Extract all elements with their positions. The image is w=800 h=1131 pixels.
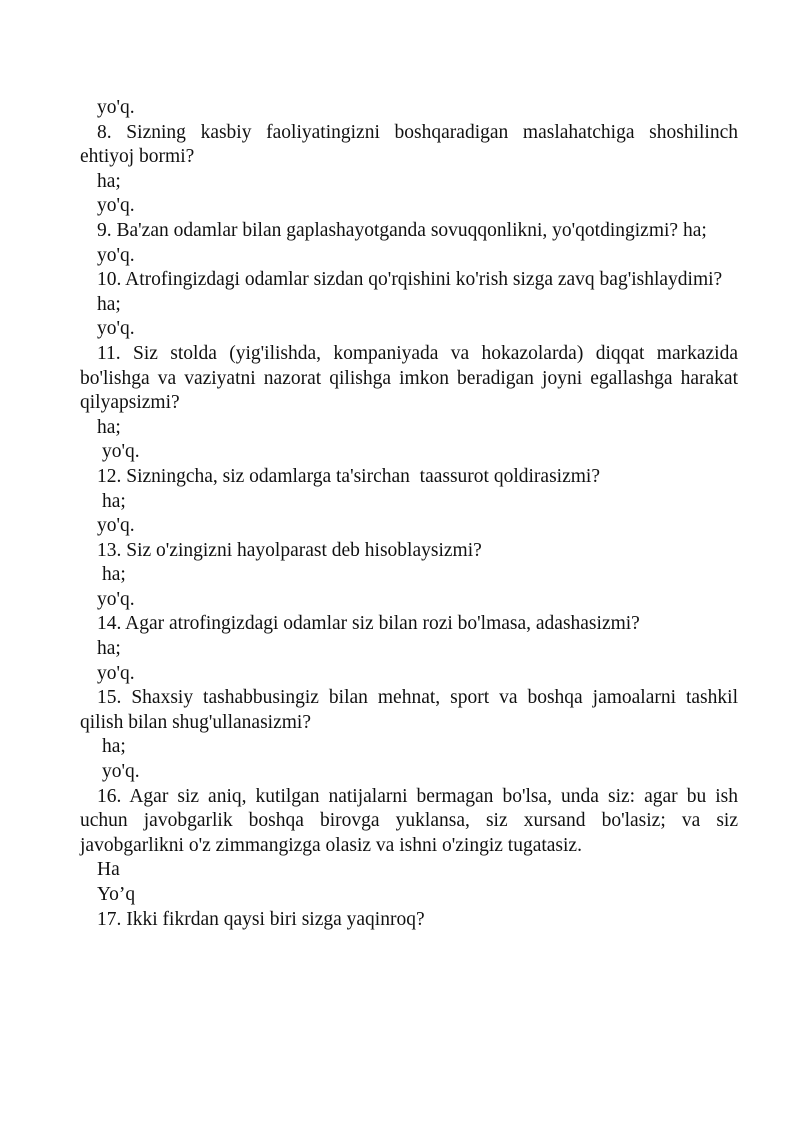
answer-option: yo'q. [97, 318, 135, 340]
answer-option: ha; [102, 736, 126, 758]
answer-option: ha; [97, 638, 121, 660]
question-line: 15. Shaxsiy tashabbusingiz bilan mehnat, sport va boshqa jamoalarni tashkil qilish bilan shug'ullanasizmi? [80, 687, 743, 733]
answer-option: yo'q. [97, 195, 135, 217]
answer-option: ha; [97, 416, 121, 438]
answer-option: ha; [97, 170, 121, 192]
answer-option: yo'q. [102, 441, 140, 463]
answer-option: yo'q. [102, 761, 140, 783]
question-line: 13. Siz o'zingizni hayolparast deb hisoblaysizmi? [97, 539, 482, 561]
question-line: 12. Sizningcha, siz odamlarga ta'sirchan taassurot qoldirasizmi? [97, 465, 600, 487]
question-line: 9. Ba'zan odamlar bilan gaplashayotganda sovuqqonlikni, yo'qotdingizmi? ha; [97, 219, 707, 241]
answer-option: ha; [102, 564, 126, 586]
answer-option: Ha [97, 859, 120, 881]
answer-option: ha; [102, 490, 126, 512]
answer-option: yo'q. [97, 662, 135, 684]
question-line: 8. Sizning kasbiy faoliyatingizni boshqaradigan maslahatchiga shoshilinch ehtiyoj bormi? [80, 121, 743, 168]
answer-option: yo'q. [97, 515, 135, 537]
question-line: 10. Atrofingizdagi odamlar sizdan qo'rqishini ko'rish sizga zavq bag'ishlaydimi? [97, 269, 723, 291]
question-line: 11. Siz stolda (yig'ilishda, kompaniyada va hokazolarda) diqqat markazida bo'lishga va vaziyatni nazorat qilishga imkon beradigan joyni egallashga harakat qilyapsizmi? [80, 342, 743, 414]
answer-option: yo'q. [97, 588, 135, 610]
answer-option: ha; [97, 293, 121, 315]
answer-option: Yo’q [97, 884, 136, 905]
question-line: 16. Agar siz aniq, kutilgan natijalarni bermagan bo'lsa, unda siz: agar bu ish uchun javobgarlik boshqa birovga yuklansa, siz xursand bo'lasiz; va siz javobgarlikni o'z zimmangizga olasiz va ishni o'zingiz tugatasiz. [80, 785, 743, 856]
answer-option: yo'q. [97, 97, 135, 118]
question-line: 14. Agar atrofingizdagi odamlar siz bilan rozi bo'lmasa, adashasizmi? [97, 613, 640, 635]
answer-option: yo'q. [97, 244, 135, 266]
document-page [80, 0, 743, 932]
question-line: 17. Ikki fikrdan qaysi biri sizga yaqinroq? [97, 908, 425, 930]
